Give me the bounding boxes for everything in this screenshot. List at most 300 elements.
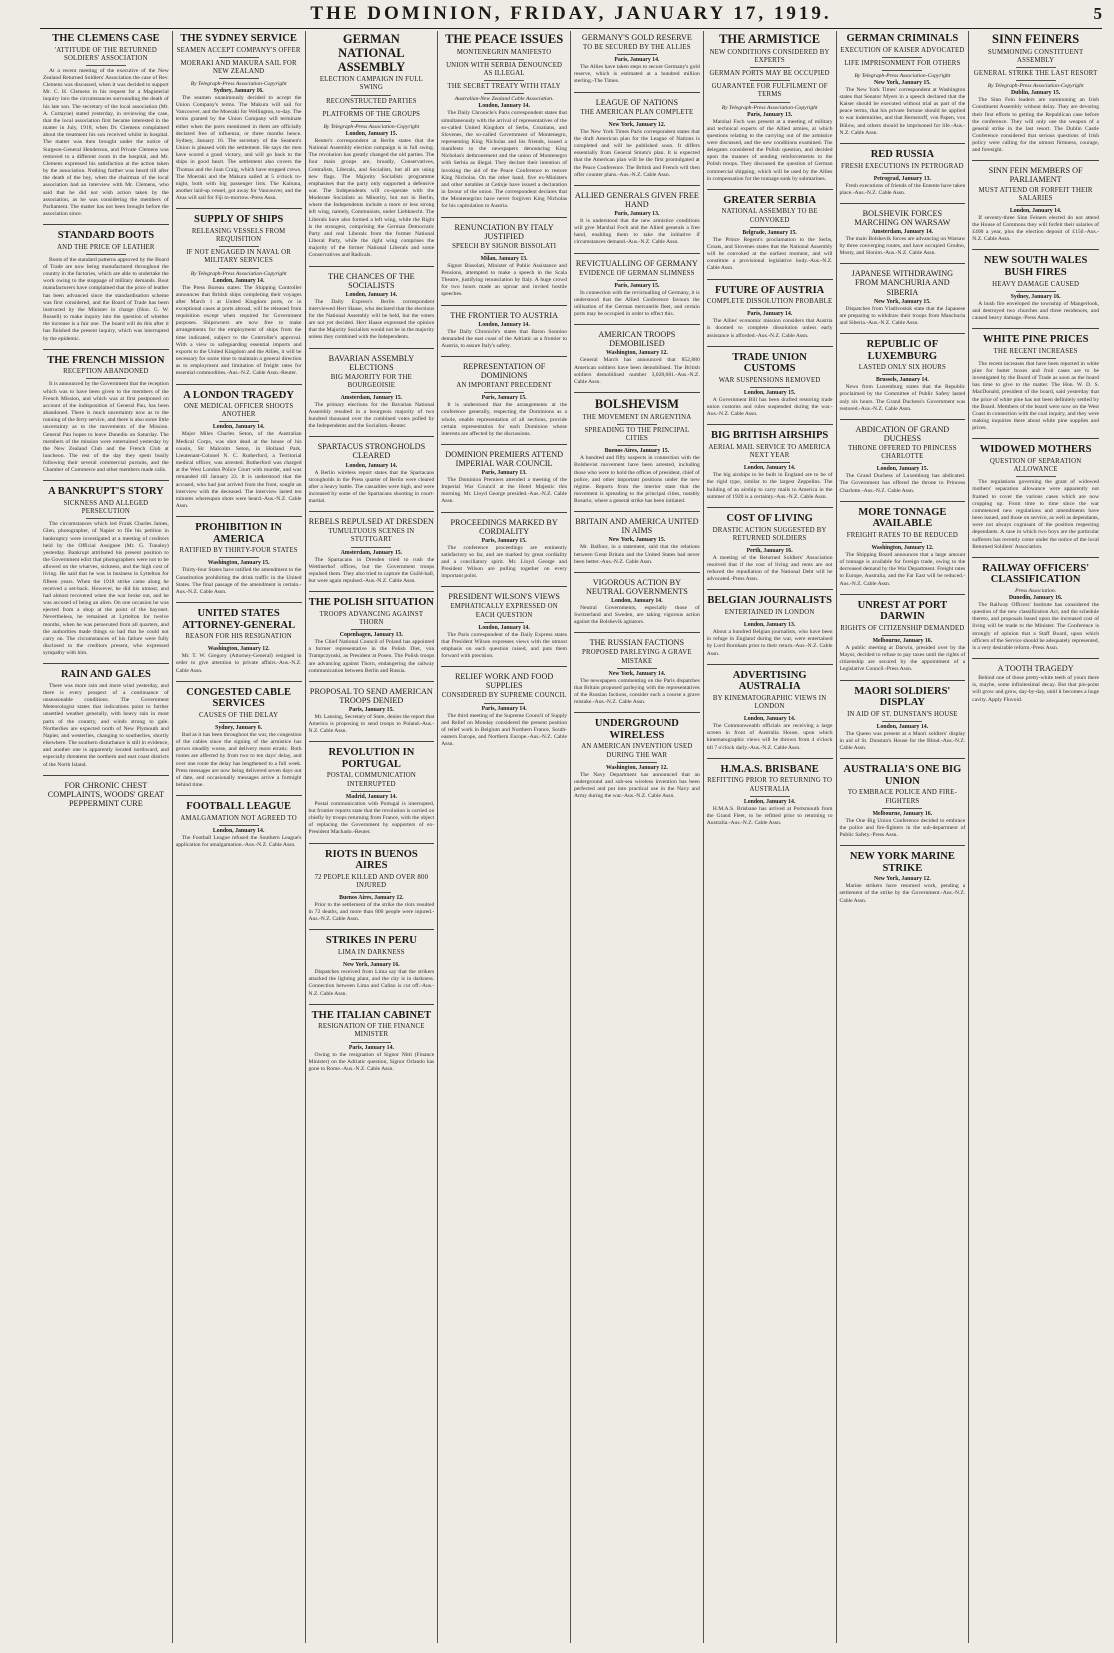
article-dateline: Amsterdam, January 14. [871,229,934,235]
article-body: The Spartacans in Dresden tried to rush the Wettinerhof offices, but the Government troops repulsed them. They also tried to capture the Guild-hall, but were again repulsed.-Aus.-N.Z. Cable Assn. [308,556,435,585]
article-dateline: Madrid, January 14. [345,793,397,800]
article-headline: BOLSHEVIK FORCES MARCHING ON WARSAW [854,208,951,227]
article-dateline: Paris, January 13. [747,111,793,118]
article-subheadline: THE AMERICAN PLAN COMPLETE [574,109,700,120]
article-headline: UNREST AT PORT DARWIN [857,599,948,623]
article-dateline: Washington, January 12. [605,350,668,357]
article-dateline: Milan, January 13. [480,255,528,262]
article-headline: BOLSHEVISM [594,397,679,412]
article-body: The seamen unanimously decided to accept the Union Company's terms. The Makura will sail for Vancouver, and the Moeraki for Wellington, to-day. The terms granted by the Union Company will terminate either when the ports mentioned in them are officially declared free of influenza, or three months hence. Sydney, January 16. The secretary of the Seamen's Union is pleased with the settlement. He says the men have scored a good victory, and will go back to the ships in good heart. The settlement also covers the Thomas and the Joan Craig, which have stopped crews. The Moeraki and the Makura sailed at 5 o'clock to-night, both with big passenger lists. The Kaituna, another laid-up vessel, got away for Vancouver, and the Atua will sail for Fiji to-morrow.-Press Assn. [175,95,302,202]
article-dateline: Paris, January 14. [348,1044,394,1051]
article-headline: PROHIBITION IN AMERICA [195,522,282,545]
article-headline: DOMINION PREMIERS ATTEND IMPERIAL WAR COUNCIL [445,449,564,468]
article-headline: ADVERTISING AUSTRALIA [732,669,807,693]
article-byline: By Telegraph-Press Association-Copyright [987,83,1084,90]
article-headline: THE CLEMENS CASE [52,33,160,44]
masthead-title: THE DOMINION, FRIDAY, JANUARY 17, 1919. [310,3,832,24]
article-subheadline: SPEECH BY SIGNOR BISSOLATI [441,243,567,254]
article-body: A meeting of the Returned Soldiers' Association resolved that if the cost of living and rents are not reduced the repudiation of the National Debt will be advocated.-Press Assn. [706,554,833,583]
article-subheadline: THE SECRET TREATY WITH ITALY [441,83,567,94]
article [43,480,169,657]
article-dateline: Amsterdam, January 15. [340,394,403,401]
article [972,438,1099,550]
article-subheadline: BIG MAJORITY FOR THE BOURGEOISIE [309,374,435,393]
article-headline: GERMAN CRIMINALS [846,33,959,44]
article [176,208,302,377]
article-headline: THE ITALIAN CABINET [311,1009,432,1021]
article-dateline: London, January 15. [743,390,796,396]
article-headline: THE FRENCH MISSION [47,354,165,366]
article [574,92,700,179]
column-4 [438,31,571,1643]
article [574,572,700,627]
article-dateline: New York, January 14. [608,670,666,677]
article-body: It is understood that the arrangements at the conference generally, respecting the Dominions as a whole, enable representation of all sections, provide certain representation for each Dominion whose interests are affected by the discussions. [441,402,567,437]
article-dateline: London, January 14. [1009,207,1062,214]
article [707,758,833,827]
article-subheadline: CAUSES OF THE DELAY [176,712,302,723]
article-body: Boots of the standard patterns approved by the Board of Trade are now being manufactured throughout the country in the factories, which are able to undertake the work owing to the stoppage of military demands. Boot manufacturers have complained that the price of leather has been advanced since the standardisation scheme was first considered, and the Board of Trade has been instructed by the Minister in charge (Hon. G. W. Russell) to make inquiry into the question of whether the increase is a fair one. The board will do this after it has finished the present inquiry, which was interrupted by the epidemic. [43,256,169,342]
article-subheadline: TROOPS ADVANCING AGAINST THORN [309,611,435,630]
article-dateline: London, January 14. [345,291,398,298]
article-body: It is understood that the new armistice conditions will give Marshal Foch and the Allied generals a free hand, enabling them to take the initiative if circumstances demand.-Aus.-N.Z. Cable Assn. [574,217,700,246]
column-1 [40,31,173,1643]
article-dateline: New York, January 12. [874,876,931,883]
article [309,591,435,675]
article-subheadline: DRASTIC ACTION SUGGESTED BY RETURNED SOLDIERS [707,527,833,546]
article-dateline: London, January 14. [876,723,929,730]
article [840,680,966,753]
article-headline: ALLIED GENERALS GIVEN FREE HAND [574,190,699,209]
article [309,266,435,342]
article [43,775,169,808]
article-dateline: Sydney, January 16. [213,88,264,95]
article-body: Owing to the resignation of Signor Nitti (Finance Minister) on the Adriatic question, Signor Orlando has gone to Rome.-Aus.-N.Z. Cable Assn. [308,1051,435,1072]
article-subheadline: EVIDENCE OF GERMAN SLIMNESS [574,270,700,281]
article-subheadline: LIFE IMPRISONMENT FOR OTHERS [840,60,966,71]
article-headline: REVOLUTION IN PORTUGAL [328,747,415,770]
article-headline: REPRESENTATION OF DOMINIONS [462,362,546,381]
article-body: The Commonwealth officials are receiving a large screen in front of Australia House, upon which kinematographic views will be thrown from 4 o'clock till 7 o'clock daily.-Aus.-N.Z. Cable Assn. [706,723,833,751]
article [840,758,966,839]
article-subheadline: LIMA IN DARKNESS [309,949,435,960]
article-headline: WIDOWED MOTHERS [979,444,1092,456]
article-body: The Railway Officers' Institute has considered the question of the new classification Act, and the schedule thereto, and proposals based upon the increased cost of living will be made to the Minister. The Conference is strongly of opinion that a Staff Board, upon which officers of the Service should be adequately represented, is a very desirable reform.-Press Assn. [972,601,1099,651]
article [574,253,700,319]
article-subheadline: CONSIDERED BY SUPREME COUNCIL [441,692,567,703]
article-body: At a recent meeting of the executive of the New Zealand Returned Soldiers' Association the case of Rev. Clemens was discussed, when it was decided to support Mr. C. H. Clemens in his request for a Magisterial inquiry into the circumstances surrounding the death of his late son. The secretary of the local association (Mr. A. Curtayne) stated yesterday, in reviewing the case, that the local association first became interested in the matter in July, 1918, when Dr. Clemens complained about the treatment his son received whilst in hospital. The matter was then brought under the notice of Surgeon-General Henderson, and Private Clemens was removed to a different room in the hospital, and Mr. Clemens expressed his satisfaction at the action taken by the association. Nothing further was heard till after the death of the boy, when the chairman of the local association had an interview with Mr. Clemens, who said that he did not wish action taken by the association, as he was considering the members of Parliament. The matter has not been brought before the association since. [43,67,169,217]
article-headline: PRESIDENT WILSON'S VIEWS [448,592,560,602]
article-body: News from Luxemburg states that the Republic proclaimed by the Committee of Public Safety lasted only six hours. The Grand Duchess's Government was restored.-Aus.-N.Z. Cable Assn. [839,384,966,412]
article-body: The Daily Chronicle's states that Baron Sonnino demanded the east coast of the Adriatic as a frontier to Austria, to assure Italy's safety. [441,328,567,349]
article-headline: FOOTBALL LEAGUE [186,801,291,813]
article-headline: RAIN AND GALES [60,669,151,681]
article-byline: By Telegraph-Press Association-Copyright [190,270,287,277]
article-headline: GREATER SERBIA [723,194,817,206]
article-body: The Grand Duchess of Luxemburg has abdicated. The Government has offered the throne to Princess Charlotte.-Aus.-N.Z. Cable Assn. [839,473,966,494]
article-headline: REVICTUALLING OF GERMANY [575,258,698,268]
article-headline: SINN FEIN MEMBERS OF PARLIAMENT [988,166,1083,185]
article-headline: THE PEACE ISSUES [445,32,564,46]
article-headline: LEAGUE OF NATIONS [595,97,679,107]
article-dateline: Sydney, January 6. [215,724,263,731]
article-headline: THE ARMISTICE [719,32,821,46]
article-headline: STRIKES IN PERU [325,935,417,947]
article-headline: VIGOROUS ACTION BY NEUTRAL GOVERNMENTS [585,577,688,596]
article-dateline: London, January 15. [876,466,929,473]
article [972,33,1099,154]
article-subheadline: TUMULTUOUS SCENES IN STUTTGART [309,528,435,547]
article-body: The recent increases that have been reported in white pine for butter boxes and fruit cases are to be investigated by the Board of Trade as soon as the board has time to give to the matter. The Hon. W. D. S. MacDonald, president of the board, said yesterday that the price of white pine has not been definitely settled by the Board. Members of the board were now on the West Coast in connection with the coal inquiry, and they were making inquiries there about white pine supplies and prices. [972,360,1099,432]
article-body: Mr. Balfour, in a statement, said that the relations between Great Britain and the United States had never been better.-Aus.-N.Z. Cable Assn. [574,544,700,565]
article-dateline: London, January 14. [743,798,796,805]
article-dateline: Washington, January 15. [207,560,270,567]
article-byline: By Telegraph-Press Association-Copyright [854,72,951,79]
article [707,189,833,273]
article-body: General March has announced that 852,880 American soldiers have been demobilised. The British soldiers demobilised number 3,028,681.-Aus.-N.Z. Cable Assn. [574,357,700,385]
article-headline: TRADE UNION CUSTOMS [732,351,807,375]
article-dateline: Petrograd, January 13. [873,175,931,182]
article [176,795,302,849]
article-body: The Allies have taken steps to secure Germany's gold reserve, which is estimated at a hundred million sterling.-The Times. [574,64,700,85]
article-headline: GERMAN NATIONAL ASSEMBLY [337,32,406,74]
article-headline: UNITED STATES ATTORNEY-GENERAL [182,608,296,631]
article-body: H.M.A.S. Brisbane has arrived at Portsmouth from the Grand Fleet, to be refitted prior to returning to Australia.-Aus.-N.Z. Cable Assn. [706,805,833,826]
article-body: Mr. T. W. Gregory (Attorney-General) resigned in order to give attention to private affairs.-Aus.-N.Z. Cable Assn. [175,653,302,674]
article-body: The third meeting of the Supreme Council of Supply and Relief on Monday considered the present position of relief work in Belgium and Northern France, South-eastern Europe, and Northern Europe.-Aus.-N.Z. Cable Assn. [441,712,567,748]
article-dateline: Washington, January 12. [605,764,668,771]
article-byline: By Telegraph-Press Association-Copyright [190,81,287,88]
article-headline: JAPANESE WITHDRAWING FROM MANCHURIA AND SIBERIA [851,269,954,297]
article-subheadline: NEW CONDITIONS CONSIDERED BY EXPERTS [707,49,833,68]
article-body: The Queen was present at a Maori soldiers' display in aid of St. Dunstan's House for the Blind.-Aus.-N.Z. Cable Assn. [839,730,966,752]
article-subheadline: QUESTION OF SEPARATION ALLOWANCE [972,458,1099,477]
article-dateline: Buenos Aires, January 15. [604,448,670,455]
column-3 [306,31,439,1643]
article-headline: BAVARIAN ASSEMBLY ELECTIONS [328,353,415,372]
masthead [40,0,1102,29]
article-subheadline: AERIAL MAIL SERVICE TO AMERICA NEXT YEAR [707,444,833,463]
article [840,594,966,674]
article-subheadline: THE MOVEMENT IN ARGENTINA [574,414,700,425]
article [441,356,567,438]
article-headline: BELGIAN JOURNALISTS [707,595,832,607]
article [840,203,966,258]
article-subheadline: REFITTING PRIOR TO RETURNING TO AUSTRALIA [707,777,833,796]
article-subheadline: ENTERTAINED IN LONDON [707,609,833,620]
article-dateline: London, January 14. [212,827,265,834]
article-headline: A BANKRUPT'S STORY [48,486,164,498]
article-subheadline: SEAMEN ACCEPT COMPANY'S OFFER [176,47,302,58]
article-dateline: London, January 14. [212,277,265,284]
article-body: The Dominion Premiers attended a meeting of the Imperial War Council at the Hotel Majestic this morning. Mr. Lloyd George presided.-Aus.-N.Z. Cable Assn. [441,477,567,505]
article-subheadline: MOERAKI AND MAKURA SAIL FOR NEW ZEALAND [176,60,302,79]
article [441,33,567,211]
article [574,392,700,505]
article-subheadline: REASON FOR HIS RESIGNATION [176,633,302,644]
article [574,324,700,386]
article-body: Bad as it has been throughout the war, the congestion of the cables since the signing of the armistice has grown steadily worse, and delivery more erratic. Both routes are affected by from two to ten days' delay, and over one route the delay has lengthened to a full week. Press messages are now being delivered seven days out of date, and occasionally messages arrive a fortnight behind time. [175,731,302,789]
article-subheadline: SICKNESS AND ALLEGED PERSECUTION [43,500,169,519]
article-body: The Allies' economic mission considers that Austria is doomed to complete dissolution unless early assistance is afforded.-Aus.-N.Z. Cable Assn. [706,318,833,339]
article-subheadline: COMPLETE DISSOLUTION PROBABLE [707,298,833,309]
article-dateline: London, January 14. [611,597,663,604]
article-dateline: New York, January 16. [343,962,400,969]
article-subheadline: PLATFORMS OF THE GROUPS [309,111,435,122]
article [309,348,435,431]
article-subheadline: AN AMERICAN INVENTION USED DURING THE WAR [574,743,700,762]
article-subheadline: SUMMONING CONSTITUENT ASSEMBLY [972,49,1099,68]
article-dateline: London, January 13. [743,622,796,629]
article-subheadline: GERMAN PORTS MAY BE OCCUPIED [707,70,833,81]
article-subheadline: AND THE PRICE OF LEATHER [43,244,169,255]
article-headline: THE RUSSIAN FACTIONS [589,638,685,648]
article-body: The regulations governing the grant of widowed mothers' separation allowance were apparently not framed to cover the various cases which are now cropping up. From time to time since the war commenced new regulations and amendments have been issued, and those on service, as well as dependants, were not always cognisant of the position respecting dependants. A case in which two boys are the particular sufferers has recently come under the notice of the local Returned Soldiers' Association. [972,479,1100,550]
article [176,516,302,596]
article-body: There was more rain and more wind yesterday, and there is every prospect of a continuance of unseasonable conditions. The Government Meteorologist states that indications point to further unsettled weather generally, with heavy rain in most parts of the country, and winds strong to gale. Northerlies are expected north of New Plymouth and Napier, and westerlies, changing to southerlies, shortly elsewhere. The southern disturbance is still in evidence, and another one is apparently located northward, and especially threatens the northern and east coast districts of the North Island. [43,682,169,768]
article-headline: RAILWAY OFFICERS' CLASSIFICATION [982,562,1090,586]
article-dateline: Dunedin, January 16. [1008,594,1063,601]
article-body: The Navy Department has announced that an underground and sub-sea wireless invention has been perfected and put into practical use in the Navy and Army during the war.-Aus.-N.Z. Cable Assn. [574,771,700,800]
newspaper-columns [40,31,1102,1643]
article [309,1004,435,1073]
article [43,663,169,768]
article-subheadline: EXECUTION OF KAISER ADVOCATED [840,47,966,58]
article [574,632,700,706]
article-dateline: Belgrade, January 15. [742,229,797,236]
article [574,511,700,566]
article-body: The Football League refused the Southern League's application for amalgamation.-Aus.-N.Z. Cable Assn. [175,834,302,849]
article-body: It is announced by the Government that the reception which was to have been given to the members of the French Mission, and which was at first postponed on account of the indisposition of General Pau, has been abandoned. There is much uncertainty now as to the running of the ferry service, and there is also some little uncertainty as to the movements of the Mission. General Pau hopes to leave Dunedin on Saturday. The members of the mission were entertained yesterday by the New Zealand Club and the French Club at luncheon. The rest of the day they spent busily following their several commercial pursuits, and the Chamber of Commerce and other members made calls. [43,381,169,474]
article [840,263,966,327]
article-headline: SPARTACUS STRONGHOLDS CLEARED [317,442,426,461]
article [309,511,435,585]
article-dateline: Paris, January 13. [614,210,660,217]
article [707,589,833,657]
article-body: Thirty-four States have ratified the amendment to the Constitution prohibiting the drink traffic in the United States. The final passage of the amendment is certain.-Aus.-N.Z. Cable Assn. [175,567,302,595]
article-dateline: London, January 14. [345,462,398,469]
article-body: The main Bolshevik forces are advancing on Warsaw by three converging routes, and have occupied Grodno, Mosty, and Slonim.-Aus.-N.Z. Cable Assn. [839,236,966,257]
article-body: Dispatches received from Lima say that the strikers attacked the lighting plant, and the city is in darkness. Connection between Lima and Callao is cut off.-Aus.-N.Z. Cable Assn. [308,969,435,997]
article [840,419,966,495]
article [441,444,567,506]
article [574,712,700,800]
column-6 [704,31,837,1643]
article-byline: Press Association. [1015,587,1057,594]
article-body: Marine strikers have resumed work, pending a settlement of the strike by the Government.-Aus.-N.Z. Cable Assn. [839,883,966,904]
article-subheadline: IF NOT ENGAGED IN NAVAL OR MILITARY SERVICES [176,249,302,268]
article-headline: NEW SOUTH WALES BUSH FIRES [983,255,1088,278]
article-headline: WHITE PINE PRICES [982,334,1089,346]
article-dateline: Paris, January 13. [481,470,527,477]
article [43,33,169,218]
article-headline: BIG BRITISH AIRSHIPS [710,430,829,442]
article [840,501,966,588]
article [707,346,833,419]
article-headline: PROCEEDINGS MARKED BY CORDIALITY [450,517,558,536]
article-headline: FUTURE OF AUSTRIA [714,284,825,296]
article [441,666,567,748]
article-headline: THE FRONTIER TO AUSTRIA [450,310,558,320]
article-headline: GERMANY'S GOLD RESERVE [581,33,692,42]
article-dateline: Paris, January 14. [614,57,660,64]
article-subheadline: RECONSTRUCTED PARTIES [309,98,435,109]
article-subheadline: EMPHATICALLY EXPRESSED ON EACH QUESTION [441,603,567,622]
article-dateline: New York, January 12. [608,121,666,128]
article [176,602,302,675]
article-subheadline: RESIGNATION OF THE FINANCE MINISTER [309,1023,435,1042]
article-body: Postal communication with Portugal is interrupted, but frontier reports state that the revolution is carried on chiefly by troops returning from France, with the object of replacing the Government by supporters of ex-President Machado.-Reuter. [308,800,435,836]
article-dateline: London, January 14. [743,465,796,472]
article-dateline: Melbourne, January 16. [872,637,933,644]
article-dateline: Amsterdam, January 15. [340,549,403,556]
article [840,845,966,905]
article-byline: By Telegraph-Press Association-Copyright [323,123,420,130]
article [309,436,435,505]
article-subheadline: HEAVY DAMAGE CAUSED [972,281,1099,292]
article-body: The conference proceedings are eminently satisfactory so far, and are marked by great cordiality and a conciliatory spirit. Mr. Lloyd George and President Wilson are pulling together on every important point. [441,544,567,580]
article-body: The New York Times' correspondent at Washington states that Senator Myers in a speech declared that the Kaiser should be executed without trial as part of the peace terms, that his private fortune should be applied to war indemnities, and that Bernstorff, von Papen, von Bülow, and others should be imprisoned for life.-Aus.-N.Z. Cable Assn. [839,86,966,136]
article-dateline: Perth, January 16. [746,547,793,554]
article-body: The Daily Express's Berlin correspondent interviewed Herr Haase, who declared that the elections for the National Assembly will be held, but the voters are not yet decided. Herr Haase expressed the opinion that the Majority Socialists would not be in the majority unless they combined with the Independents. [308,298,435,341]
article-headline: RELIEF WORK AND FOOD SUPPLIES [454,672,554,691]
article-headline: MAORI SOLDIERS' DISPLAY [854,685,951,709]
article-subheadline: TO EMBRACE POLICE AND FIRE-FIGHTERS [840,789,966,808]
article-body: Neutral Governments, especially those of Switzerland and Sweden, are taking vigorous action against the Bolshevik agitators. [574,604,700,626]
article-subheadline: AN IMPORTANT PRECEDENT [441,382,567,393]
article-body: Prior to the settlement of the strike the riots resulted in 72 deaths, and more than 800 people were injured.-Aus.-N.Z. Cable Assn. [308,901,435,923]
article-subheadline: LASTED ONLY SIX HOURS [840,364,966,375]
article-dateline: London, January 14. [478,624,530,631]
article [840,333,966,413]
article-dateline: London, January 14. [478,321,530,328]
article-headline: SUPPLY OF SHIPS [193,214,284,226]
article-subheadline: IN AID OF ST. DUNSTAN'S HOUSE [840,711,966,722]
article-subheadline: FRESH EXECUTIONS IN PETROGRAD [840,163,966,174]
article-subheadline: 'ATTITUDE OF THE RETURNED SOLDIERS' ASSOCIATION [43,47,169,66]
article [574,33,700,86]
article-subheadline: MONTENEGRIN MANIFESTO [441,49,567,60]
article [176,681,302,790]
article-body: The newspapers commenting on the Paris dispatches that Britain proposed parleying with the representatives of the Russian factions, consider such a course a grave mistake.-Aus.-N.Z. Cable Assn. [574,677,700,706]
article-headline: AUSTRALIA'S ONE BIG UNION [843,764,962,787]
article-byline: By Telegraph-Press Association-Copyright [721,104,818,111]
article-body: If seventy-three Sinn Feiners elected do not attend the House of Commons they will forfeit their salaries of £400 a year, plus the election deposit of £150.-Aus.-N.Z. Cable Assn. [972,214,1099,243]
article [707,33,833,183]
article-subheadline: FREIGHT RATES TO BE REDUCED [840,532,966,543]
article [309,741,435,836]
article-subheadline: MUST ATTEND OR FORFEIT THEIR SALARIES [972,187,1099,206]
article-body: Reuter's correspondent at Berlin states that the National Assembly election campaign is in full swing. The revolution has greatly changed the old parties. The four main groups are, broadly, Conservatives, Centralists, Liberals, and Socialists, but all are using new flags. The Majority Socialists programme emphasises that the party only supported a defensive war. The Independents will co-operate with the Moderate Socialists as Minority, but not in Berlin, where the Independents include a more or less strong left wing, namely, Communists, under Liebknecht. The Liberals have also formed a left wing, while the Right is the strongest, comprising the German Democratic Party and real Liberals from the former National Liberal Party, while the right wing comprises the majority of the former National Liberals and some Conservatives and Radicals. [308,137,435,259]
article-dateline: London, January 15. [345,130,398,137]
article-body: The circumstances which led Frank Charles James, Glen, photographer, of Napier to file his petition in bankruptcy were investigated at a meeting of creditors held by the Official Assignee (Mr. G. Tunaley) yesterday. Bankrupt attributed his present position to the Government edict that photographers were not to be allowed on the wharves, sickness, and the high cost of living. He said that he was in business in Lyttelton for fifteen years. When the 1918 strike came along he received a set-back. However, he did his utmost, and had almost recovered when the war broke out, and he was accused of being an alien. On one occasion he was ejected from a shop at the point of the bayonet. Nevertheless, he remained at Lyttelton for twelve months, when he was persecuted from all quarters, and the authorities made things so bad that he could not carry on. The circumstances of his failure were fully disclosed to the creditors present, who expressed sympathy with him. [43,521,169,657]
article-body: A Government Bill has been drafted restoring trade union customs and rules suspended during the war.-Aus.-N.Z. Cable Assn. [706,397,833,418]
article-headline: PROPOSAL TO SEND AMERICAN TROOPS DENIED [309,686,433,705]
article [43,349,169,475]
article-body: The One Big Union Conference decided to embrace the police and fire-fighters in the sub-department of Public Safety.-Press Assn. [839,817,966,839]
article-dateline: Paris, January 15. [348,706,394,713]
article-headline: RED RUSSIA [870,148,935,160]
article-dateline: Sydney, January 16. [1010,293,1061,300]
article-subheadline: ELECTION CAMPAIGN IN FULL SWING [309,76,435,95]
article-byline: Australian-New Zealand Cable Association. [454,96,554,103]
article-subheadline: RATIFIED BY THIRTY-FOUR STATES [176,547,302,558]
article-body: Behind one of those pretty-white teeth of yours there is, maybe, some infinitesimal decay. But that pin-point will grow and grow, day-by-day, until it becomes a huge cavity. Apply Fluvoid. [972,675,1099,703]
article-body: Marshal Foch was present at a meeting of military and technical experts of the Allied armies, at which questions relating to the carrying out of the armistice were discussed, and the new conditions examined. The delegates considered the Polish question, and decided upon the manner of sending reinforcements to the Polish troops. They discussed the question of German commercial shipping, which will be used by the Allies in compensation for the tonnage sunk by submarines. [706,118,833,182]
article-dateline: Copenhagen, January 13. [339,632,403,639]
article-body: A bush fire enveloped the township of Mangerlook, and destroyed two churches and three residences, and caused heavy damage.-Press Assn. [972,300,1099,321]
article [707,507,833,583]
article-dateline: Paris, January 15. [614,282,660,289]
article-body: The big airships to be built in England are to be of the rigid type, similar to the largest Zeppelins. The building of an airship to carry mails to America in the summer of 1920 is a certainty.-Aus.-N.Z. Cable Assn. [706,472,833,500]
article-body: The Daily Chronicle's Paris correspondent states that simultaneously with the arrival of representatives of the so-called United Kingdom of Serbs, Croatians, and Slovenes, the so-called Government of Montenegro, representing King Nicholas and his friends, issued a manifesto to the newspapers denouncing King Nicholas's dethronement and the union of Montenegro with Serbia as illegal. They declare their intention of invoking the aid of the Peace Conference to restore King Nicholas. On the other hand, five ex-Ministers and other notables at Cetinje have issued a declaration in favour of the union. The correspondent declares that the Montenegrins have never forgiven King Nicholas for his capitulation to Austria. [441,110,567,210]
article [840,143,966,197]
article-body: A Berlin wireless report states that the Spartacans strongholds in the Press quarter of Berlin were cleared after a heavy battle. The casualties were high, and were increased by some of the Spartacans shooting in court-martial. [308,469,435,505]
article [309,681,435,736]
article [309,33,435,260]
article-body: Signor Bissolati, Minister of Public Assistance and Pensions, attempted to make a speech in the Scala Theatre, justifying renunciation by Italy. A huge crowd for two hours made an uproar and invited hostile speeches. [441,262,567,298]
article [972,249,1099,322]
article [309,929,435,997]
article-headline: ABDICATION OF GRAND DUCHESS [855,424,950,443]
article-subheadline: UNION WITH SERBIA DENOUNCED AS ILLEGAL [441,62,567,81]
article-headline: UNDERGROUND WIRELESS [594,718,679,741]
article-subheadline: BY KINEMATOGRAPHIC VIEWS IN LONDON [707,695,833,714]
article-dateline: London, January 14. [212,424,265,431]
article-dateline: Paris, January 15. [481,537,527,544]
article-body: In connection with the revictualling of Germany, it is understood that the Allied Conference favours the utilisation of the German mercantile fleet, and certain ports may be occupied in order to effect this. [574,289,700,318]
article-subheadline: AMALGAMATION NOT AGREED TO [176,815,302,826]
article-dateline: Buenos Aires, January 12. [339,894,404,901]
article-dateline: Paris, January 14. [481,705,527,712]
article-headline: REBELS REPULSED AT DRESDEN [308,517,434,527]
article [176,384,302,511]
article-body: Major Miles Charles Seton, of the Australian Medical Corps, was shot dead at the house of his cousin, Sir Malcolm Seton, in Holland Park. Lieutenant-Colonel N. C. Rutherford, a Territorial medical officer, was arrested. Rutherford was charged at the West London Police Court with murder, and was remanded till January 23. It is understood that the accused, who had just arrived from the front, sought an interview with the deceased. The interview lasted ten minutes whereupon shots were heard.-Aus.-N.Z. Cable Assn. [175,431,302,509]
page-number: 5 [1093,4,1102,23]
article-subheadline: RELEASING VESSELS FROM REQUISITION [176,228,302,247]
article-headline: THE CHANCES OF THE SOCIALISTS [328,271,415,290]
article [441,586,567,660]
article-headline: NEW YORK MARINE STRIKE [849,851,955,874]
article-subheadline: TO BE SECURED BY THE ALLIES [574,44,700,55]
article [176,33,302,202]
article-dateline: Melbourne, January 16. [872,810,933,817]
article-headline: THE SYDNEY SERVICE [180,33,297,44]
article-body: The Paris correspondent of the Daily Express states that President Wilson expresses views with the utmost emphasis on each question raised, and puts them forward with precision. [441,631,567,660]
article-body: Dispatches from Vladivostok state that the Japanese are preparing to withdraw their troops from Manchuria and Siberia.-Aus.-N.Z. Cable Assn. [839,305,966,326]
article-headline: BRITAIN AND AMERICA UNITED IN AIMS [575,517,699,536]
article-dateline: New York, January 15. [608,537,666,544]
article [707,664,833,752]
column-5 [571,31,704,1643]
article-body: The Chief National Council of Poland has appointed a former representative in the Polish Diet, von Trampczynski, as President at Posen. The Polish troops are advancing against Thorn, endangering the railway communication between Berlin and Russia. [308,639,435,674]
article-subheadline: GENERAL STRIKE THE LAST RESORT [972,70,1099,81]
article-dateline: New York, January 15. [874,298,931,305]
article-dateline: London, January 14. [478,103,530,110]
article-body: A public meeting at Darwin, presided over by the Mayor, decided to refuse to pay taxes until the rights of citizenship are secured by the appointment of a Legislative Council.-Press Assn. [839,644,966,673]
column-7 [837,31,970,1643]
article [972,557,1099,652]
article-body: A hundred and fifty suspects in connection with the Bolshevist movement have been arrested, including those who were to hold the offices of president, chief of police, and other important positions under the new régime. Reports from the interior state that the movement is spreading to the principal cities, notably Rosario, where a general strike has been initiated. [574,455,700,505]
article-body: The primary elections for the Bavarian National Assembly resulted in a bourgeois majority of two hundred thousand over the combined votes polled by the Independents and the Socialists.-Reuter. [308,401,435,430]
article-subheadline: ONE MEDICAL OFFICER SHOOTS ANOTHER [176,403,302,422]
article-body: Fresh executions of friends of the Entente have taken place.-Aus.-N.Z. Cable Assn. [839,182,966,196]
article-dateline: Dublin, January 15. [1010,90,1061,97]
article-headline: A LONDON TRAGEDY [183,389,294,401]
article-subheadline: POSTAL COMMUNICATION INTERRUPTED [309,772,435,791]
article-headline: MORE TONNAGE AVAILABLE [858,506,947,530]
article-headline: FOR CHRONIC CHEST COMPLAINTS, WOODS' GREAT PEPPERMINT CURE [47,780,164,808]
